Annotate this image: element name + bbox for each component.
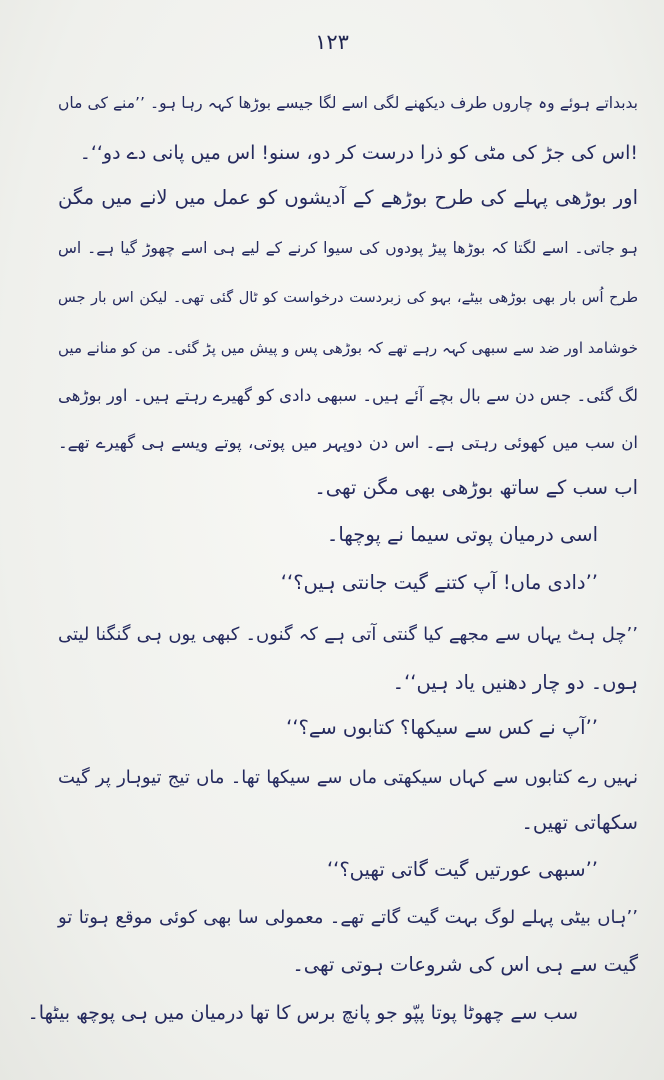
- text-line: ’’چل ہٹ یہاں سے مجھے کیا گنتی آتی ہے کہ گنوں۔ کبھی یوں ہی گنگنا لیتی: [58, 624, 638, 645]
- text-line: ’’دادی ماں! آپ کتنے گیت جانتی ہیں؟‘‘: [280, 571, 598, 594]
- text-line: سکھاتی تھیں۔: [521, 811, 638, 834]
- text-line: خوشامد اور ضد سے سبھی کہہ رہے تھے کہ بوڑھی پس و پیش میں پڑ گئی۔ من کو منانے میں: [58, 339, 638, 357]
- text-line: ’’ہاں بیٹی پہلے لوگ بہت گیت گاتے تھے۔ معمولی سا بھی کوئی موقع ہوتا تو: [58, 907, 638, 928]
- text-line: ’’سبھی عورتیں گیت گاتی تھیں؟‘‘: [326, 858, 598, 881]
- text-line: ہو جاتی۔ اسے لگتا کہ بوڑھا پیڑ پودوں کی سیوا کرنے کے لیے ہی اسے چھوڑ گیا ہے۔ اس: [58, 239, 638, 257]
- text-line: ہوں۔ دو چار دھنیں یاد ہیں‘‘۔: [392, 671, 638, 694]
- page-number: ۱۲۳: [315, 30, 349, 54]
- text-line: لگ گئی۔ جس دن سے بال بچے آئے ہیں۔ سبھی دادی کو گھیرے رہتے ہیں۔ اور بوڑھی: [58, 386, 638, 405]
- text-line: بدبداتے ہوئے وہ چاروں طرف دیکھنے لگی اسے لگا جیسے بوڑھا کہہ رہا ہو۔ ’’منے کی ماں: [58, 94, 638, 112]
- text-line: !اس کی جڑ کی مٹی کو ذرا درست کر دو، سنو! اس میں پانی دے دو‘‘۔: [79, 142, 638, 164]
- text-line: نہیں رے کتابوں سے کہاں سیکھتی ماں سے سیکھا تھا۔ ماں تیج تیوہار پر گیت: [58, 767, 638, 788]
- text-line: گیت سے ہی اس کی شروعات ہوتی تھی۔: [292, 953, 638, 976]
- text-line: اسی درمیان پوتی سیما نے پوچھا۔: [326, 523, 598, 546]
- text-line: سب سے چھوٹا پوتا پپّو جو پانچ برس کا تھا درمیان میں ہی پوچھ بیٹھا۔: [27, 1002, 578, 1024]
- text-line: ’’آپ نے کس سے سیکھا؟ کتابوں سے؟‘‘: [286, 716, 598, 739]
- text-line: ان سب میں کھوئی رہتی ہے۔ اس دن دوپہر میں پوتی، پوتے ویسے ہی گھیرے تھے۔: [58, 433, 638, 452]
- text-line: طرح اُس بار بھی بوڑھی بیٹے، بہو کی زبردست درخواست کو ٹال گئی تھی۔ لیکن اس بار جس: [58, 290, 638, 306]
- text-line: اور بوڑھی پہلے کی طرح بوڑھے کے آدیشوں کو عمل میں لانے میں مگن: [58, 186, 638, 209]
- text-line: اب سب کے ساتھ بوڑھی بھی مگن تھی۔: [314, 476, 638, 499]
